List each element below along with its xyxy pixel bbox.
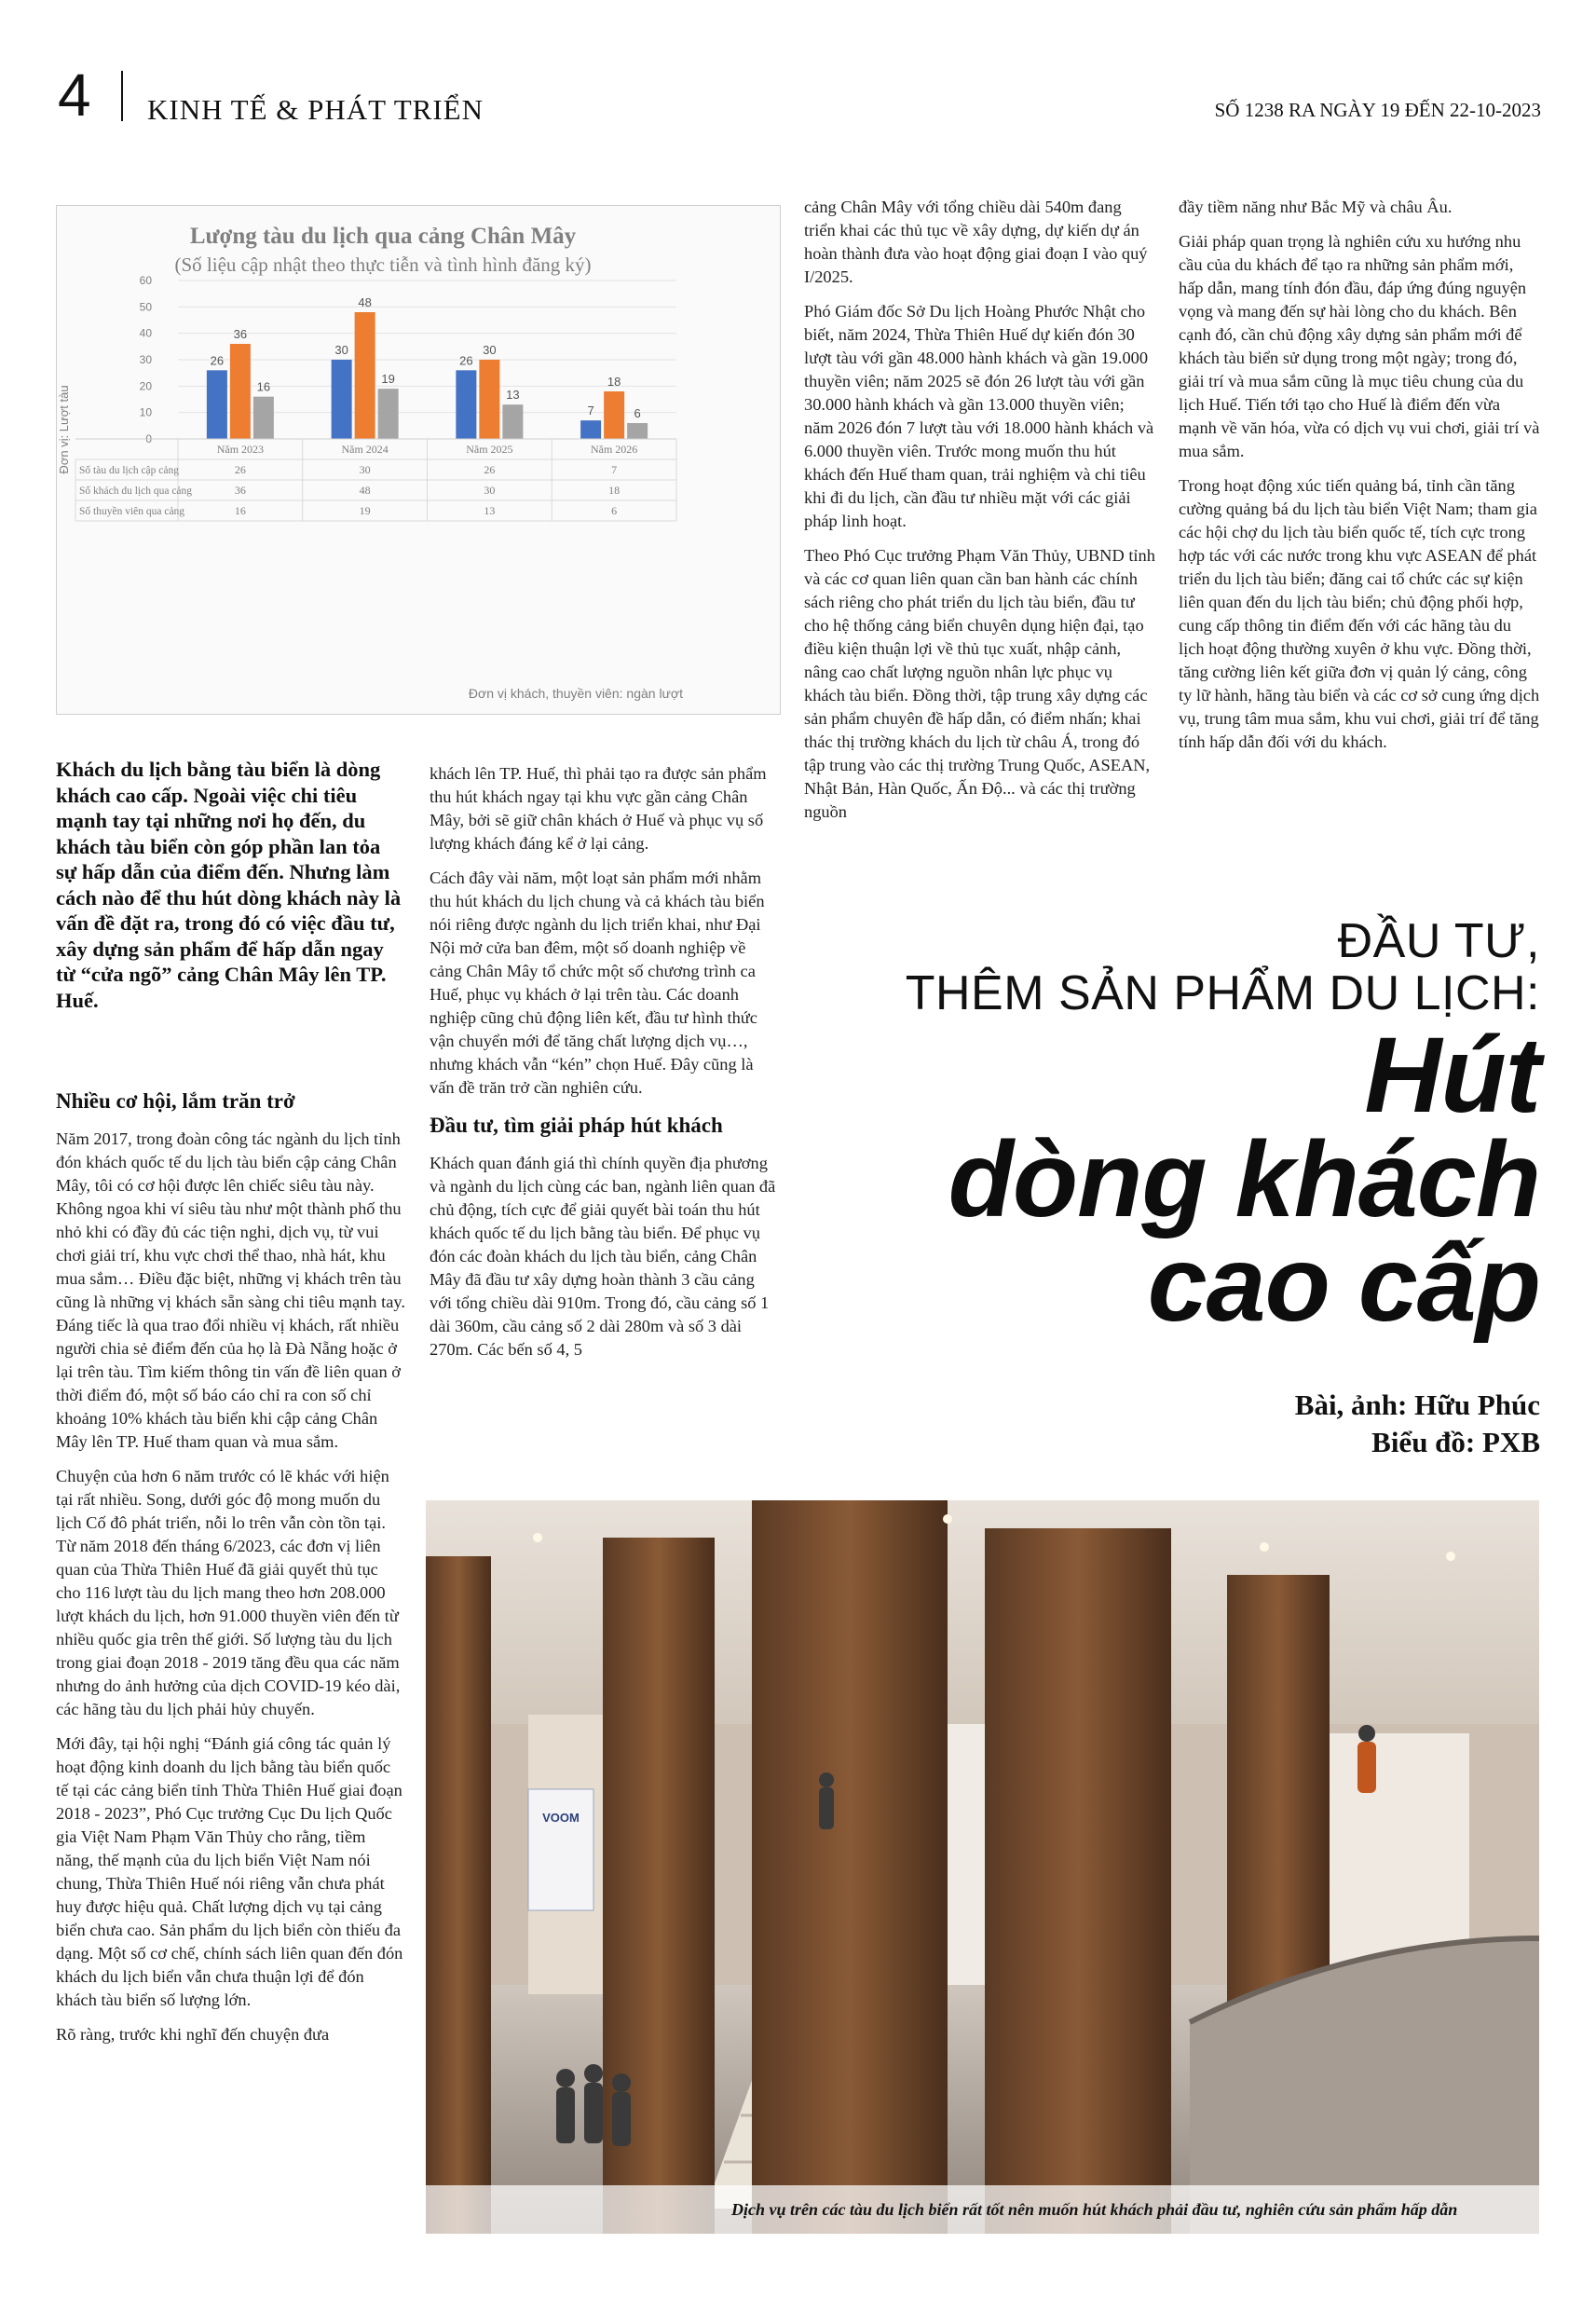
issue-info: SỐ 1238 RA NGÀY 19 ĐẾN 22-10-2023	[1214, 99, 1541, 121]
paragraph: Phó Giám đốc Sở Du lịch Hoàng Phước Nhật cho biết, năm 2024, Thừa Thiên Huế dự kiến đón 30 lượt tàu với gần 48.000 hành khách và gần 19.000 thuyền viên; năm 2025 sẽ đón 26 lượt tàu với gần 30.000 hành khách và gần 13.000 thuyền viên; năm 2026 đón 7 lượt tàu với 18.000 hành khách và 6.000 thuyền viên. Trước mong muốn thu hút khách đến Huế tham quan, trải nghiệm và chi tiêu khi đi du lịch, cần đầu tư nhiều mặt với các giải pháp linh hoạt.	[804, 302, 1154, 530]
bar-data-label: 16	[256, 379, 271, 394]
y-tick-label: 30	[139, 353, 152, 366]
column-3	[804, 196, 1156, 835]
paragraph: Giải pháp quan trọng là nghiên cứu xu hướng nhu cầu của du khách để tạo ra những sản phẩm mới, hấp dẫn, mang tính đón đầu, đáp ứng đúng nguyện vọng và mang đến sự hài lòng cho du khách. Bên cạnh đó, cần chủ động xây dựng sản phẩm mới để khách tàu biển sử dụng trong một ngày; trong đó, giải trí và mua sắm cũng là mục tiêu chung của du lịch Huế. Tiến tới tạo cho Huế là điểm đến vừa mạnh về văn hóa, vừa có dịch vụ vui chơi, giải trí và mua sắm.	[1179, 232, 1540, 460]
bar-data-label: 7	[587, 404, 594, 418]
table-cell: 26	[234, 463, 246, 476]
chart-title: Lượng tàu du lịch qua cảng Chân Mây	[189, 224, 577, 249]
bar-data-label: 19	[381, 372, 395, 387]
legend-entry: Số khách du lịch qua cảng	[79, 486, 193, 497]
category-label: Năm 2023	[216, 443, 265, 456]
category-label: Năm 2025	[466, 443, 513, 456]
table-cell: 26	[484, 463, 496, 476]
table-cell: 19	[359, 504, 371, 517]
headline-line-1: Hút	[1364, 1016, 1540, 1135]
bar	[230, 344, 251, 439]
table-cell: 48	[359, 484, 371, 497]
table-cell: 6	[611, 504, 618, 517]
bar	[604, 391, 624, 439]
bar-data-label: 48	[358, 295, 372, 309]
bar-data-label: 18	[607, 375, 621, 389]
bar-chart-svg	[57, 206, 779, 713]
paragraph: Khách quan đánh giá thì chính quyền địa phương và ngành du lịch cùng các ban, ngành liên quan đã chủ động, tích cực để giải quyết bài toán thu hút khách quốc tế du lịch bằng tàu biển. Để phục vụ đón các đoàn khách du lịch tàu biển, cảng Chân Mây đã đầu tư xây dựng hoàn thành 3 cầu cảng với tổng chiều dài 910m. Trong đó, cầu cảng số 1 dài 360m, cầu cảng số 2 dài 280m và số 3 dài 270m. Các bến số 4, 5	[430, 1154, 776, 1359]
chart	[56, 205, 781, 715]
y-tick-label: 10	[139, 405, 152, 419]
bar	[456, 370, 476, 439]
y-tick-label: 20	[139, 379, 152, 393]
bar	[332, 360, 352, 439]
chart-note: Đơn vị khách, thuyền viên: ngàn lượt	[468, 686, 683, 701]
paragraph: Trong hoạt động xúc tiến quảng bá, tỉnh cần tăng cường quảng bá du lịch tàu biển Việt Nam; tham gia các hội chợ du lịch tàu biển quốc tế, tích cực trong hợp tác với các nước trong khu vực ASEAN để phát triển du lịch tàu biển; đăng cai tổ chức các sự kiện liên quan đến du lịch tàu biển; chủ động phối hợp, cung cấp thông tin điểm đến với các hãng tàu du lịch hoạt động thường xuyên ở khu vực. Đồng thời, tăng cường liên kết giữa đơn vị quản lý cảng, công ty lữ hành, hãng tàu biển và các cơ sở cung ứng dịch vụ, trung tâm mua sắm, khu vui chơi, giải trí để tăng tính hấp dẫn đối với du khách.	[1179, 476, 1540, 751]
bar	[355, 312, 375, 439]
table-cell: 13	[484, 504, 496, 517]
subheading-1: Nhiều cơ hội, lắm trăn trở	[56, 1089, 295, 1113]
paragraph: Mới đây, tại hội nghị “Đánh giá công tác quản lý hoạt động kinh doanh du lịch bằng tàu biển quốc tế tại các cảng biển tỉnh Thừa Thiên Huế giai đoạn 2018 - 2023”, Phó Cục trưởng Cục Du lịch Quốc gia Việt Nam Phạm Văn Thủy cho rằng, tiềm năng, thế mạnh của du lịch biển Việt Nam nói chung, Thừa Thiên Huế nói riêng vẫn chưa phát huy được hiệu quả. Chất lượng dịch vụ tại cảng biển chưa cao. Sản phẩm du lịch biển còn thiếu đa dạng. Một số cơ chế, chính sách liên quan đến đón khách du lịch biển vẫn chưa thuận lợi để đón khách tàu biển số lượng lớn.	[56, 1734, 403, 2009]
photo-caption: Dịch vụ trên các tàu du lịch biển rất tốt nên muốn hút khách phải đầu tư, nghiên cứu sản phẩm hấp dẫn	[426, 2185, 1539, 2234]
paragraph: khách lên TP. Huế, thì phải tạo ra được sản phẩm thu hút khách ngay tại khu vực gần cảng Chân Mây, bởi sẽ giữ chân khách ở Huế và phục vụ số lượng khách đáng kể ở lại cảng.	[430, 764, 767, 853]
paragraph: Chuyện của hơn 6 năm trước có lẽ khác với hiện tại rất nhiều. Song, dưới góc độ mong muốn du lịch Cố đô phát triển, nỗi lo trên vẫn còn tồn tại. Từ năm 2018 đến tháng 6/2023, các đơn vị liên quan của Thừa Thiên Huế đã giải quyết thủ tục cho 116 lượt tàu du lịch mang theo hơn 208.000 lượt khách du lịch, hơn 91.000 thuyền viên đến từ nhiều quốc gia trên thế giới. Số lượng tàu du lịch trong giai đoạn 2018 - 2019 tăng đều qua các năm nhưng do ảnh hưởng của dịch COVID-19 kéo dài, các hãng tàu du lịch phải hủy chuyến.	[56, 1467, 401, 1718]
table-cell: 30	[484, 484, 496, 497]
table-cell: 7	[611, 463, 618, 476]
paragraph: Năm 2017, trong đoàn công tác ngành du lịch tỉnh đón khách quốc tế du lịch tàu biển cập cảng Chân Mây, tôi có cơ hội được lên chiếc siêu tàu này. Không ngoa khi ví siêu tàu như một thành phố thu nhỏ khi có đầy đủ các tiện nghi, dịch vụ, từ vui chơi giải trí, khu vực chơi thể thao, nhà hát, khu mua sắm… Điều đặc biệt, những vị khách trên tàu cũng là những vị khách sẵn sàng chi tiêu mạnh tay. Đáng tiếc là qua trao đổi nhiều vị khách, rất nhiều người chia sẻ điểm đến của họ là Đà Nẵng hoặc ở lại trên tàu. Tìm kiếm thông tin vấn đề liên quan ở thời điểm đó, một số báo cáo chỉ ra con số chỉ khoảng 10% khách tàu biển khi cập cảng Chân Mây lên TP. Huế tham quan và mua sắm.	[56, 1129, 405, 1451]
bar	[253, 397, 274, 439]
bar-data-label: 30	[334, 343, 348, 357]
bar	[502, 404, 523, 439]
table-cell: 16	[234, 504, 246, 517]
bar	[580, 420, 601, 439]
paragraph: Cách đây vài năm, một loạt sản phẩm mới nhằm thu hút khách du lịch chung và cả khách tàu biển nói riêng được ngành du lịch triển khai, như Đại Nội mở cửa ban đêm, một số doanh nghiệp về cảng Chân Mây tổ chức một số chương trình ca Huế, phục vụ khách ở lại trên tàu. Các doanh nghiệp cũng chủ động liên kết, đầu tư hình thức vận chuyển mới để tăng chất lượng dịch vụ…, nhưng khách vẫn “kén” chọn Huế. Đây cũng là vấn đề trăn trở cần nghiên cứu.	[430, 869, 765, 1097]
y-tick-label: 40	[139, 326, 152, 340]
bar-data-label: 13	[506, 388, 520, 403]
table-cell: 36	[234, 484, 246, 497]
bar	[627, 423, 648, 439]
subheading-2: Đầu tư, tìm giải pháp hút khách	[430, 1114, 723, 1137]
kicker-line-1: ĐẦU TƯ,	[1337, 914, 1540, 968]
y-tick-label: 60	[139, 274, 152, 287]
bar-data-label: 26	[210, 353, 225, 368]
bar-data-label: 30	[483, 343, 497, 357]
y-tick-label: 0	[145, 432, 152, 445]
header-divider	[121, 71, 123, 121]
headline	[702, 1016, 1540, 1344]
bar-data-label: 6	[634, 406, 641, 420]
lead-paragraph: Khách du lịch bằng tàu biển là dòng khách cao cấp. Ngoài việc chi tiêu mạnh tay tại những nơi họ đến, du khách tàu biển còn góp phần lan tỏa sự hấp dẫn của điểm đến. Nhưng làm cách nào để thu hút dòng khách này là vấn đề đặt ra, trong đó có việc đầu tư, xây dựng sản phẩm để hấp dẫn ngay từ “cửa ngõ” cảng Chân Mây lên TP. Huế.	[56, 758, 402, 1012]
byline-chart-credit: Biểu đồ: PXB	[1371, 1426, 1540, 1458]
bar-data-label: 26	[459, 353, 473, 368]
chart-ylabel: Đơn vị: Lượt tàu	[57, 385, 71, 474]
bar-data-label: 36	[233, 327, 248, 341]
page-number: 4	[58, 62, 91, 129]
table-cell: 18	[608, 484, 621, 497]
kicker-line-2: THÊM SẢN PHẨM DU LỊCH:	[905, 966, 1540, 1020]
legend-entry: Số thuyền viên qua cảng	[79, 506, 185, 517]
bar	[378, 389, 399, 439]
photo-banner-text: VOOM	[542, 1811, 580, 1825]
headline-kicker	[702, 915, 1540, 1019]
y-tick-label: 50	[139, 300, 152, 314]
headline-line-3: cao cấp	[1147, 1224, 1540, 1344]
byline	[1295, 1387, 1540, 1461]
chart-subtitle: (Số liệu cập nhật theo thực tiễn và tình hình đăng ký)	[174, 253, 592, 276]
paragraph: cảng Chân Mây với tổng chiều dài 540m đang triển khai các thủ tục về xây dựng, dự kiến dự án hoàn thành đưa vào hoạt động giai đoạn I vào quý I/2025.	[804, 198, 1148, 286]
bar	[207, 370, 227, 439]
headline-line-2: dòng khách	[948, 1120, 1540, 1239]
table-cell: 30	[359, 463, 371, 476]
column-1	[56, 1083, 406, 2058]
bar	[479, 360, 499, 439]
cruise-ship-interior-illustration	[426, 1500, 1539, 2234]
page-header	[58, 62, 1541, 130]
byline-author: Bài, ảnh: Hữu Phúc	[1294, 1389, 1540, 1421]
article-photo	[426, 1500, 1539, 2234]
paragraph: Theo Phó Cục trưởng Phạm Văn Thủy, UBND tỉnh và các cơ quan liên quan cần ban hành các chính sách riêng cho phát triển du lịch tàu biển, đầu tư cho hệ thống cảng biển chuyên dụng hiện đại, tạo điều kiện thuận lợi về thủ tục xuất, nhập cảnh, nâng cao chất lượng nguồn nhân lực phục vụ khách tàu biển. Đồng thời, tập trung xây dựng các sản phẩm chuyên đề hấp dẫn, có điểm nhấn; khai thác thị trường khách du lịch từ châu Á, trong đó tập trung vào các thị trường Trung Quốc, ASEAN, Nhật Bản, Hàn Quốc, Ấn Độ... và các thị trường nguồn	[804, 546, 1155, 821]
column-4	[1179, 196, 1540, 765]
section-name: KINH TẾ & PHÁT TRIỂN	[147, 93, 484, 126]
paragraph: Rõ ràng, trước khi nghĩ đến chuyện đưa	[56, 2025, 330, 2044]
category-label: Năm 2026	[590, 443, 638, 456]
paragraph: đầy tiềm năng như Bắc Mỹ và châu Âu.	[1179, 198, 1453, 216]
category-label: Năm 2024	[341, 443, 389, 456]
legend-entry: Số tàu du lịch cập cảng	[79, 465, 179, 476]
